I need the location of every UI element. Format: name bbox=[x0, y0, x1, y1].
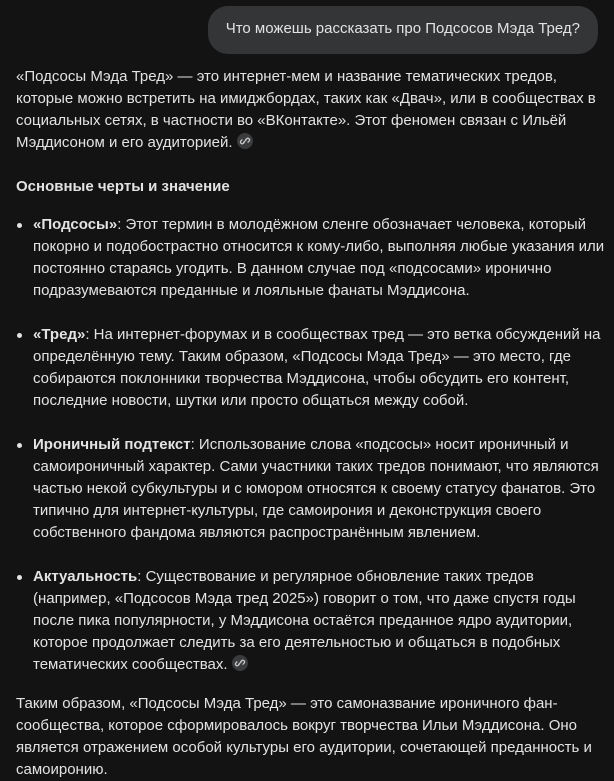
list-item bbox=[16, 324, 606, 412]
bullet-list bbox=[16, 214, 606, 676]
source-link-button[interactable] bbox=[232, 655, 248, 671]
response-conclusion: Таким образом, «Подсосы Мэда Тред» — это самоназвание ироничного фан-сообщества, которое сформировалось вокруг творчества Ильи Мэддисона. Оно является отражением особой культуры его аудитории, сочетающей преданность и самоиронию. bbox=[16, 695, 592, 778]
assistant-response bbox=[16, 66, 606, 781]
link-icon bbox=[237, 133, 253, 149]
bullet-text: : Существование и регулярное обновление таких тредов (например, «Подсосов Мэда тред 2025») говорит о том, что даже спустя годы после пика популярности, у Мэддисона остаётся преданное ядро аудитории, которое продолжает следить за его деятельностью и общаться в подобных тематических сообществах. bbox=[33, 568, 576, 673]
user-message-bubble bbox=[208, 6, 598, 54]
user-message-text: Что можешь рассказать про Подсосов Мэда Тред? bbox=[225, 20, 580, 37]
bullet-term: Ироничный подтекст bbox=[33, 436, 191, 453]
bullet-term: «Подсосы» bbox=[33, 216, 118, 233]
bullet-term: Актуальность bbox=[33, 568, 138, 585]
bullet-text: : Этот термин в молодёжном сленге обозначает человека, который покорно и подобострастно относится к кому-либо, выполняя любые указания или постоянно стараясь угодить. В данном случае под «подсосами» иронично подразумеваются преданные и лояльные фанаты Мэддисона. bbox=[33, 216, 605, 299]
user-message-row bbox=[208, 6, 598, 54]
list-item bbox=[16, 434, 606, 544]
list-item bbox=[16, 214, 606, 302]
response-intro-text: «Подсосы Мэда Тред» — это интернет-мем и название тематических тредов, которые можно встретить на имиджбордах, таких как «Двач», или в сообществах в социальных сетях, в частности во «ВКонтакте». Этот феномен связан с Ильёй Мэддисоном и его аудиторией. bbox=[16, 68, 596, 151]
link-icon bbox=[232, 655, 248, 671]
bullet-text: : Использование слова «подсосы» носит ироничный и самоироничный характер. Сами участники таких тредов понимают, что являются частью некой субкультуры и с юмором относятся к своему статусу фанатов. Это типично для интернет-культуры, где самоирония и деконструкция своего собственного фандома являются распространённым явлением. bbox=[33, 436, 599, 541]
bullet-term: «Тред» bbox=[33, 326, 86, 343]
bullet-text: : На интернет-форумах и в сообществах тред — это ветка обсуждений на определённую тему. Таким образом, «Подсосы Мэда Тред» — это место, где собираются поклонники творчества Мэддисона, чтобы обсудить его контент, последние новости, шутки или просто общаться между собой. bbox=[33, 326, 601, 409]
response-intro bbox=[16, 66, 606, 154]
source-link-button[interactable] bbox=[237, 133, 253, 149]
section-heading: Основные черты и значение bbox=[16, 178, 230, 195]
list-item bbox=[16, 566, 606, 676]
